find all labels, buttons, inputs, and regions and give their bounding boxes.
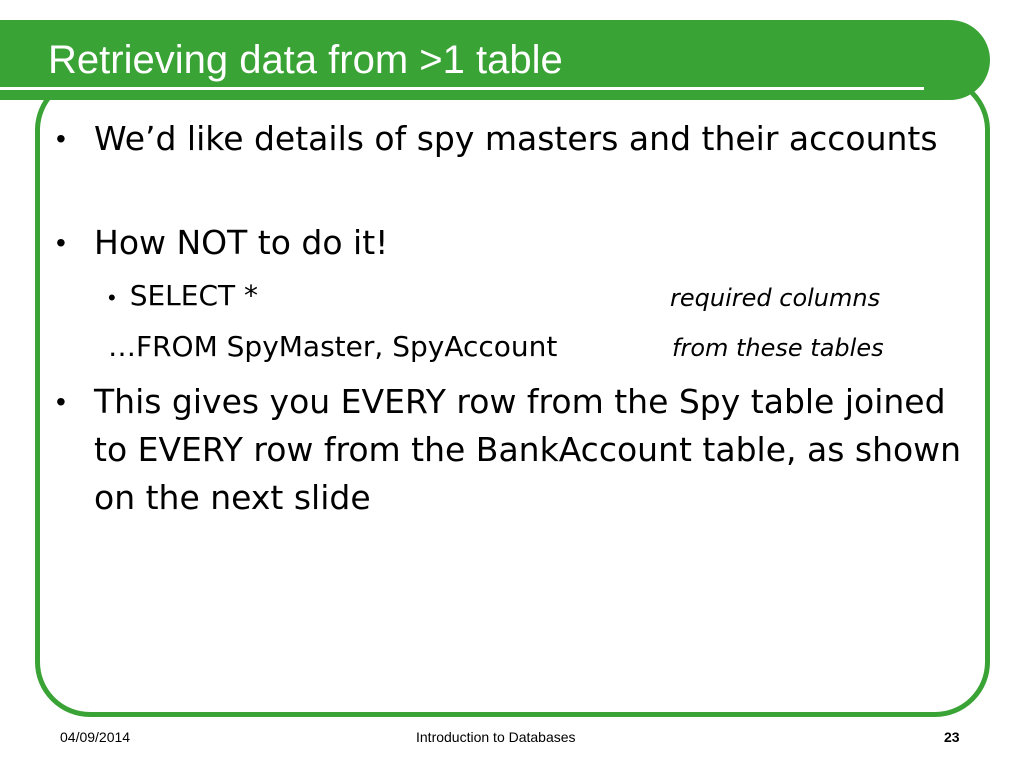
bullet-icon: • <box>56 123 66 154</box>
bullet-item-1 <box>56 115 964 163</box>
from-annotation: from these tables <box>672 334 884 362</box>
sub-item-select <box>108 276 258 318</box>
select-annotation: required columns <box>670 284 881 312</box>
bullet-text: We’d like details of spy masters and their accounts <box>94 119 938 158</box>
bullet-item-3 <box>56 378 964 522</box>
footer-date: 04/09/2014 <box>60 729 131 745</box>
title-underline <box>0 87 924 90</box>
bullet-icon: • <box>108 285 116 310</box>
bullet-icon: • <box>56 227 66 258</box>
bullet-item-2 <box>56 219 964 267</box>
bullet-text: This gives you EVERY row from the Spy table joined to EVERY row from the BankAccount table, as shown on the next slide <box>94 382 962 517</box>
slide-number: 23 <box>944 729 960 745</box>
sql-select-text: SELECT * <box>129 279 259 312</box>
slide-title: Retrieving data from >1 table <box>48 38 563 82</box>
footer-title: Introduction to Databases <box>416 729 576 745</box>
sub-item-from <box>108 327 557 367</box>
sql-from-text: …FROM SpyMaster, SpyAccount <box>108 330 558 363</box>
bullet-text: How NOT to do it! <box>94 223 389 262</box>
bullet-icon: • <box>56 386 66 417</box>
